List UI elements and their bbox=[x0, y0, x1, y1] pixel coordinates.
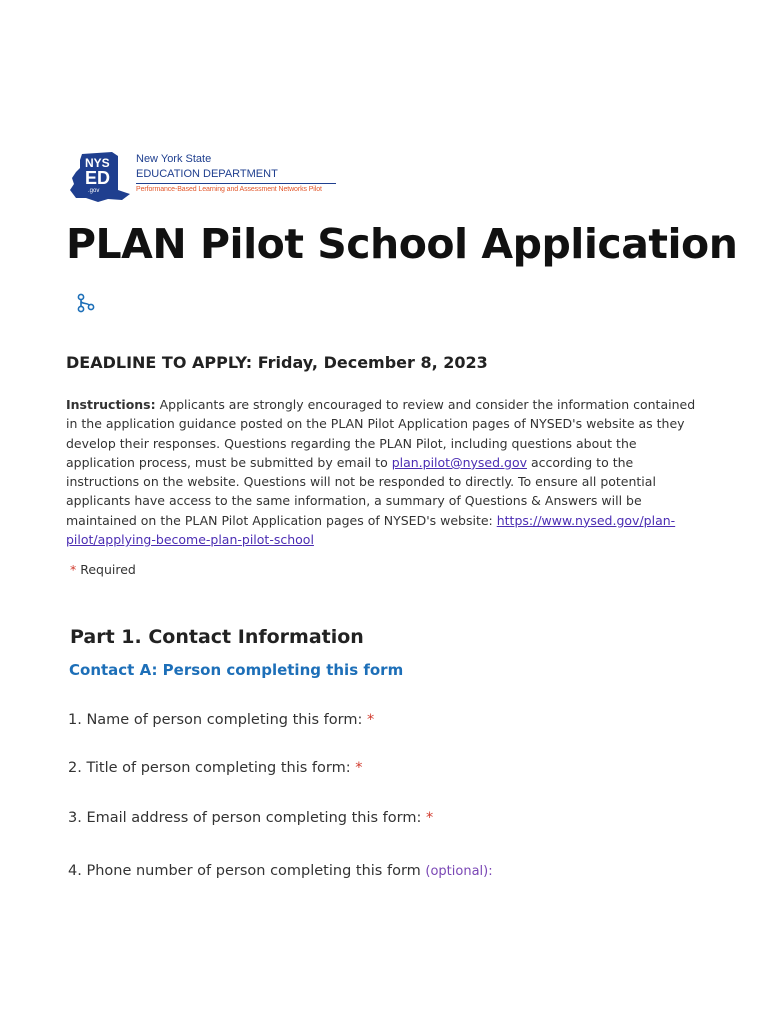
question-email bbox=[68, 810, 433, 826]
svg-text:.gov: .gov bbox=[88, 188, 100, 194]
required-asterisk: * bbox=[355, 760, 363, 776]
application-website-link[interactable]: https://www.nysed.gov/plan-pilot/applying-become-plan-pilot-school bbox=[66, 512, 676, 548]
logo-divider bbox=[136, 183, 336, 184]
contact-a-section-title: Contact A: Person completing this form bbox=[69, 661, 404, 679]
required-legend bbox=[70, 562, 136, 577]
deadline-heading: DEADLINE TO APPLY: Friday, December 8, 2023 bbox=[66, 353, 488, 372]
svg-text:NYS: NYS bbox=[85, 156, 110, 170]
question-name bbox=[68, 712, 374, 728]
contact-email-link[interactable]: plan.pilot@nysed.gov bbox=[391, 454, 527, 470]
branching-icon bbox=[76, 293, 96, 313]
nys-state-map-logo-icon bbox=[68, 150, 134, 204]
question-label: 2. Title of person completing this form: bbox=[68, 760, 356, 776]
svg-text:ED: ED bbox=[85, 168, 111, 188]
instructions-paragraph bbox=[66, 395, 698, 549]
optional-marker: (optional): bbox=[425, 864, 493, 879]
logo-department-name: EDUCATION DEPARTMENT bbox=[136, 168, 278, 180]
instructions-text-1: Applicants are strongly encouraged to review and consider the information contained in the application guidance posted on the PLAN Pilot Application pages of NYSED's website as they develop their responses. Questions regarding the PLAN Pilot, including questions about the application process, must be submitted by email to bbox=[66, 397, 696, 470]
instructions-label: Instructions: bbox=[66, 397, 156, 412]
logo-state-name: New York State bbox=[136, 153, 212, 165]
question-label: 1. Name of person completing this form: bbox=[68, 712, 367, 728]
required-asterisk: * bbox=[70, 562, 77, 577]
part-1-title: Part 1. Contact Information bbox=[70, 626, 364, 648]
nysed-logo bbox=[68, 150, 338, 206]
question-title bbox=[68, 760, 362, 776]
required-asterisk: * bbox=[425, 810, 434, 826]
required-label: Required bbox=[76, 562, 136, 577]
form-title: PLAN Pilot School Application bbox=[66, 220, 738, 268]
logo-program-name: Performance-Based Learning and Assessment Networks Pilot bbox=[136, 186, 322, 193]
question-label: 4. Phone number of person completing this form bbox=[68, 863, 426, 879]
question-phone bbox=[68, 863, 493, 879]
instructions-text-2: according to the instructions on the website. Questions will not be responded to directly. To ensure all potential applicants have access to the same information, a summary of Questions & Answers will be maintained on the PLAN Pilot Application pages of NYSED's website: bbox=[66, 454, 656, 528]
required-asterisk: * bbox=[366, 712, 375, 728]
question-label: 3. Email address of person completing this form: bbox=[68, 810, 426, 826]
